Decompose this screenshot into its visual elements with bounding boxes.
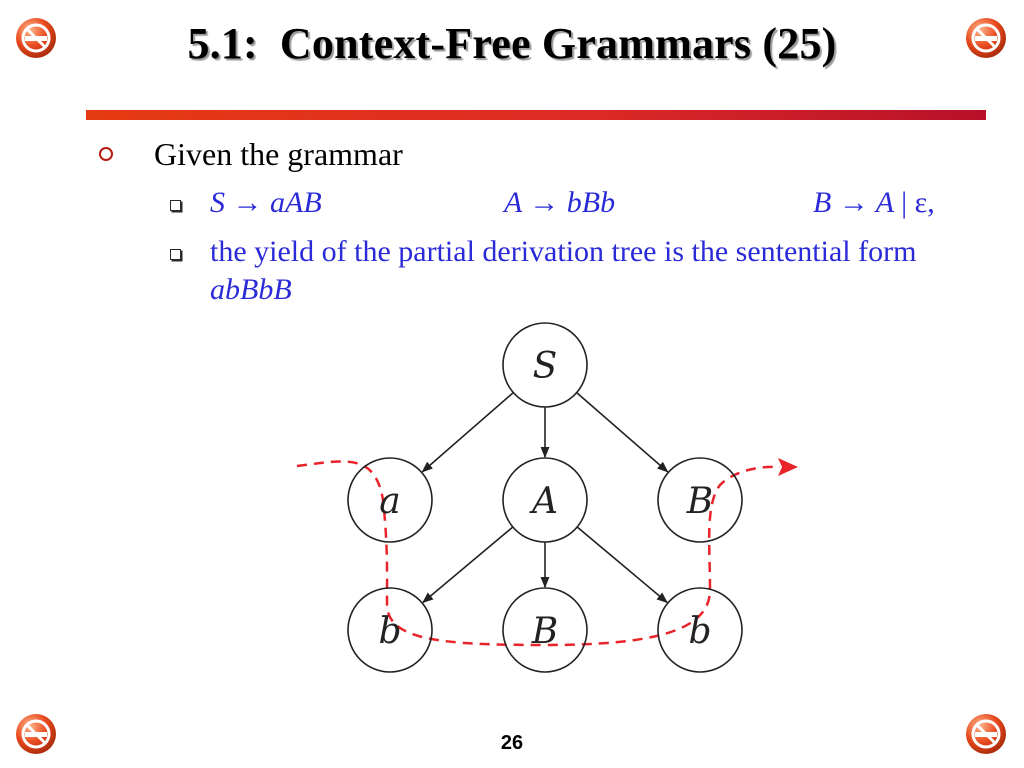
tree-node-label: B: [686, 481, 714, 522]
rule-a: A → bBb: [504, 186, 616, 219]
tree-edge-A-b2: [577, 527, 667, 602]
tree-node-label: B: [531, 611, 559, 652]
tree-node-label: A: [532, 481, 558, 522]
tree-node-B2: [503, 588, 587, 672]
tree-node-label: a: [379, 481, 401, 522]
rule-b: B → A | ε,: [813, 186, 935, 219]
page-number: 26: [500, 732, 524, 754]
main-bullet-text: Given the grammar: [154, 136, 403, 172]
tree-node-A: [503, 458, 587, 542]
tree-node-b2: [658, 588, 742, 672]
title-text: Context-Free Grammars (25): [279, 19, 837, 68]
tree-node-label: S: [532, 346, 558, 387]
tree-edge-S-a: [422, 393, 513, 472]
tree-node-b1: [348, 588, 432, 672]
tree-node-label: b: [688, 611, 712, 652]
yield-text: the yield of the partial derivation tree is the sentential form abBbB: [210, 235, 917, 306]
tree-node-label: b: [378, 611, 402, 652]
tree-node-S: [503, 323, 587, 407]
tree-edge-S-B1: [577, 393, 668, 472]
tree-node-a: [348, 458, 432, 542]
title-number: 5.1:: [187, 19, 258, 68]
yield-form: abBbB: [210, 273, 292, 306]
tree-edge-A-b1: [423, 527, 513, 602]
rule-s: S → aAB: [210, 186, 322, 219]
tree-node-B1: [658, 458, 742, 542]
yield-arrowhead: [778, 458, 798, 476]
